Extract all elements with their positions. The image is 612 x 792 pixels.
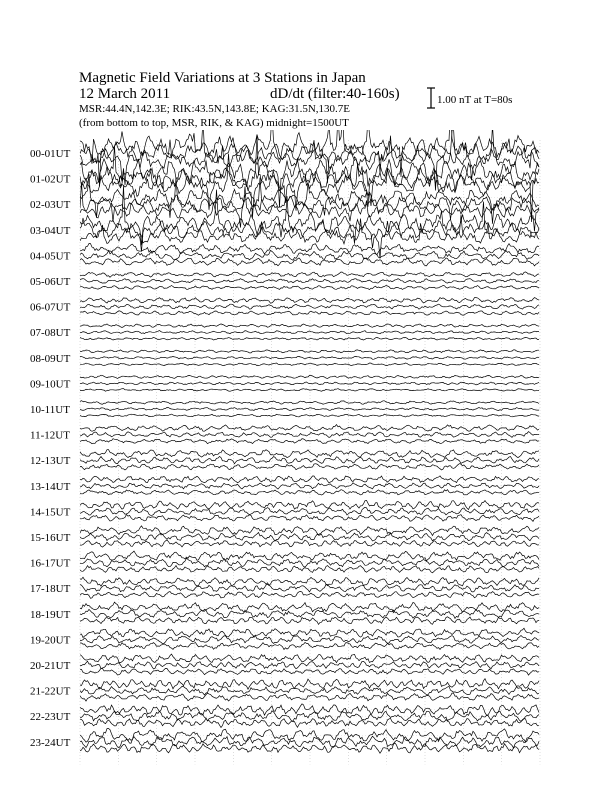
hour-label: 12-13UT — [30, 455, 71, 468]
hour-label: 23-24UT — [30, 736, 71, 749]
hour-label: 20-21UT — [30, 660, 71, 672]
hour-label: 05-06UT — [30, 276, 71, 288]
hour-label: 10-11UT — [30, 404, 70, 416]
date-label: 12 March 2011 — [79, 86, 171, 102]
trace-rik — [80, 661, 539, 669]
station-traces — [80, 107, 539, 753]
hour-label: 15-16UT — [30, 532, 71, 544]
trace-kag — [80, 602, 539, 613]
scale-bar-label: 1.00 nT at T=80s — [437, 94, 513, 106]
trace-kag — [80, 450, 539, 458]
trace-msr — [80, 258, 539, 266]
trace-kag — [80, 272, 539, 277]
trace-kag — [80, 526, 539, 536]
trace-msr — [80, 617, 539, 625]
hour-label: 04-05UT — [30, 250, 71, 263]
hour-label: 01-02UT — [30, 173, 71, 186]
hour-label: 13-14UT — [30, 480, 71, 493]
hour-label: 06-07UT — [30, 301, 71, 314]
trace-rik — [80, 736, 539, 748]
trace-msr — [80, 490, 539, 495]
hour-label: 00-01UT — [30, 148, 71, 160]
hour-label: 16-17UT — [30, 557, 71, 570]
trace-rik — [80, 331, 539, 334]
station-order-label: (from bottom to top, MSR, RIK, & KAG) midnight=1500UT — [79, 117, 349, 129]
hour-label: 03-04UT — [30, 224, 71, 237]
trace-kag — [80, 298, 539, 304]
chart-title: Magnetic Field Variations at 3 Stations in Japan — [79, 70, 366, 86]
trace-rik — [80, 533, 539, 541]
filter-label: dD/dt (filter:40-160s) — [270, 86, 400, 102]
hour-label: 18-19UT — [30, 608, 71, 621]
trace-kag — [80, 628, 539, 637]
trace-msr — [80, 439, 539, 444]
hour-label: 22-23UT — [30, 711, 71, 724]
hour-label: 17-18UT — [30, 583, 71, 596]
hour-label: 19-20UT — [30, 634, 71, 647]
stations-label: MSR:44.4N,142.3E; RIK:43.5N,143.8E; KAG:31.5N,130.7E — [79, 103, 351, 115]
trace-rik — [80, 382, 539, 385]
trace-msr — [80, 337, 539, 340]
hour-label: 07-08UT — [30, 327, 71, 340]
scale-bar — [427, 88, 435, 108]
hour-label: 21-22UT — [30, 685, 71, 698]
hour-labels — [30, 148, 71, 749]
hour-label: 02-03UT — [30, 199, 71, 212]
hour-label: 11-12UT — [30, 429, 70, 442]
hour-label: 08-09UT — [30, 352, 71, 365]
trace-kag — [80, 704, 539, 715]
hour-label: 09-10UT — [30, 378, 71, 391]
hour-label: 14-15UT — [30, 506, 71, 519]
trace-msr — [80, 414, 539, 417]
